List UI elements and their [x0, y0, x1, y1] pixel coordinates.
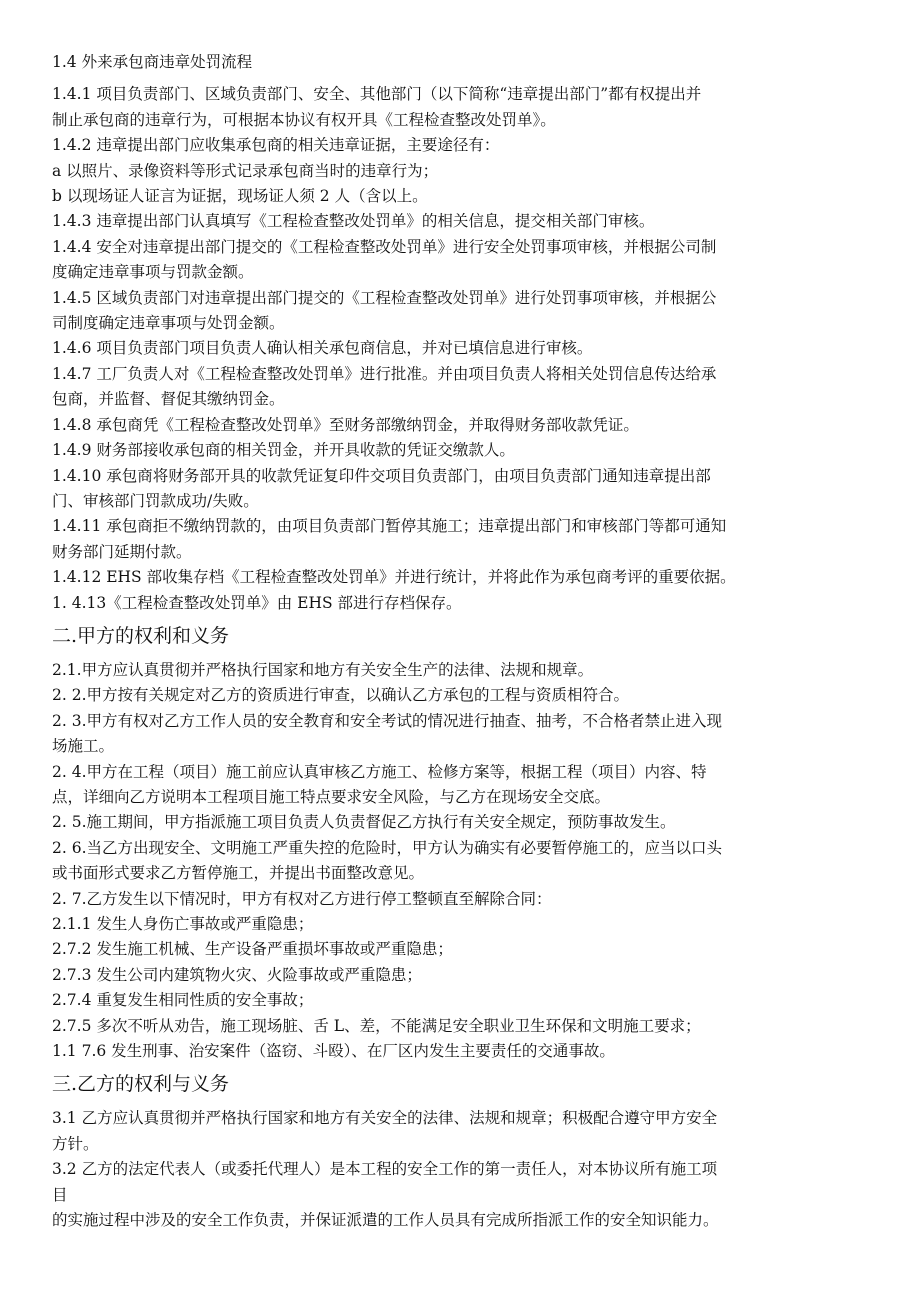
- clause-2-5: 2. 5.施工期间，甲方指派施工项目负责人负责督促乙方执行有关安全规定，预防事故发生。: [52, 813, 676, 832]
- clause-line: 方针。: [52, 1134, 99, 1153]
- clause-1-4-5: [52, 286, 872, 337]
- clause-line: 1.4.10 承包商将财务部开具的收款凭证复印件交项目负责部门，由项目负责部门通知违章提出部: [52, 466, 711, 485]
- clause-line: 1.4.11 承包商拒不缴纳罚款的，由项目负责部门暂停其施工；违章提出部门和审核部门等都可通知: [52, 517, 727, 536]
- section-1-4-title: 1.4 外来承包商违章处罚流程: [52, 53, 253, 71]
- document-page: [52, 50, 872, 1233]
- clause-line: 2. 6.当乙方出现安全、文明施工严重失控的危险时，甲方认为确实有必要暂停施工的，应当以口头: [52, 838, 723, 857]
- clause-2-7-2: 2.7.2 发生施工机械、生产设备严重损坏事故或严重隐患；: [52, 940, 453, 959]
- section-3-title: 三.乙方的权利与义务: [52, 1073, 230, 1096]
- clause-line: 或书面形式要求乙方暂停施工，并提出书面整改意见。: [52, 864, 425, 883]
- clause-line: 司制度确定违章事项与处罚金额。: [52, 314, 285, 333]
- clause-line: 3.1 乙方应认真贯彻并严格执行国家和地方有关安全的法律、法规和规章；积极配合遵守甲方安全: [52, 1109, 718, 1128]
- clause-line: 1.4.4 安全对违章提出部门提交的《工程检查整改处罚单》进行安全处罚事项审核，并根据公司制: [52, 237, 717, 256]
- clause-1-4-10: [52, 464, 872, 515]
- clause-2-7-1: 2.1.1 发生人身伤亡事故或严重隐患；: [52, 915, 314, 933]
- clause-line: 2. 4.甲方在工程（项目）施工前应认真审核乙方施工、检修方案等，根据工程（项目）内容、特: [52, 762, 707, 781]
- clause-1-4-11: [52, 514, 872, 565]
- clause-line: 2. 3.甲方有权对乙方工作人员的安全教育和安全考试的情况进行抽查、抽考，不合格者禁止进入现: [52, 711, 723, 730]
- clause-2-3: [52, 709, 872, 760]
- clause-line: 的实施过程中涉及的安全工作负责，并保证派遣的工作人员具有完成所指派工作的安全知识能力。: [52, 1211, 719, 1230]
- clause-1-4-7: [52, 362, 872, 413]
- clause-1-4-2-a: a 以照片、录像资料等形式记录承包商当时的违章行为；: [52, 161, 439, 180]
- clause-1-4-6: 1.4.6 项目负责部门项目负责人确认相关承包商信息，并对已填信息进行审核。: [52, 339, 593, 358]
- clause-line: 场施工。: [52, 737, 115, 756]
- clause-2-1: 2.1.甲方应认真贯彻并严格执行国家和地方有关安全生产的法律、法规和规章。: [52, 660, 594, 679]
- clause-1-4-12: 1.4.12 EHS 部收集存档《工程检查整改处罚单》并进行统计，并将此作为承包商考评的重要依据。: [52, 568, 736, 587]
- clause-2-2: 2. 2.甲方按有关规定对乙方的资质进行审查，以确认乙方承包的工程与资质相符合。: [52, 686, 630, 705]
- clause-line: 目: [52, 1185, 68, 1204]
- clause-1-4-9: 1.4.9 财务部接收承包商的相关罚金，并开具收款的凭证交缴款人。: [52, 441, 515, 460]
- clause-2-7-6: 1.1 7.6 发生刑事、治安案件（盗窃、斗殴）、在厂区内发生主要责任的交通事故。: [52, 1042, 615, 1061]
- spacer: [52, 75, 872, 82]
- clause-2-7-5: 2.7.5 多次不听从劝告，施工现场脏、舌 L、差，不能满足安全职业卫生环保和文明施工要求；: [52, 1016, 701, 1035]
- clause-1-4-8: 1.4.8 承包商凭《工程检查整改处罚单》至财务部缴纳罚金，并取得财务部收款凭证。: [52, 415, 639, 434]
- clause-line: 门、审核部门罚款成功/失败。: [52, 491, 259, 510]
- clause-line: 包商，并监督、督促其缴纳罚金。: [52, 390, 285, 409]
- clause-1-4-1: [52, 82, 872, 133]
- section-2-title: 二.甲方的权利和义务: [52, 624, 230, 647]
- clause-2-4: [52, 760, 872, 811]
- clause-1-4-2: 1.4.2 违章提出部门应收集承包商的相关违章证据，主要途径有：: [52, 136, 500, 155]
- clause-1-4-13: 1. 4.13《工程检查整改处罚单》由 EHS 部进行存档保存。: [52, 593, 462, 612]
- clause-1-4-2-b: b 以现场证人证言为证据，现场证人须 2 人（含以上。: [52, 187, 428, 206]
- clause-line: 制止承包商的违章行为，可根据本协议有权开具《工程检查整改处罚单》。: [52, 110, 556, 129]
- clause-1-4-4: [52, 235, 872, 286]
- clause-1-4-3: 1.4.3 违章提出部门认真填写《工程检查整改处罚单》的相关信息，提交相关部门审核。: [52, 212, 655, 231]
- clause-3-2: [52, 1157, 872, 1233]
- clause-line: 财务部门延期付款。: [52, 542, 192, 561]
- clause-line: 1.4.1 项目负责部门、区域负责部门、安全、其他部门（以下简称“违章提出部门”都有权提出并: [52, 85, 702, 104]
- clause-line: 1.4.5 区域负责部门对违章提出部门提交的《工程检查整改处罚单》进行处罚事项审核，并根据公: [52, 288, 717, 307]
- clause-line: 3.2 乙方的法定代表人（或委托代理人）是本工程的安全工作的第一责任人，对本协议所有施工项: [52, 1160, 718, 1179]
- clause-line: 1.4.7 工厂负责人对《工程检查整改处罚单》进行批准。并由项目负责人将相关处罚信息传达给承: [52, 364, 717, 383]
- clause-line: 度确定违章事项与罚款金额。: [52, 263, 254, 282]
- clause-2-6: [52, 836, 872, 887]
- clause-3-1: [52, 1106, 872, 1157]
- clause-2-7-4: 2.7.4 重复发生相同性质的安全事故；: [52, 991, 314, 1010]
- clause-line: 点，详细向乙方说明本工程项目施工特点要求安全风险，与乙方在现场安全交底。: [52, 787, 611, 806]
- clause-2-7-3: 2.7.3 发生公司内建筑物火灾、火险事故或严重隐患；: [52, 965, 422, 984]
- clause-2-7: 2. 7.乙方发生以下情况时，甲方有权对乙方进行停工整顿直至解除合同：: [52, 889, 552, 908]
